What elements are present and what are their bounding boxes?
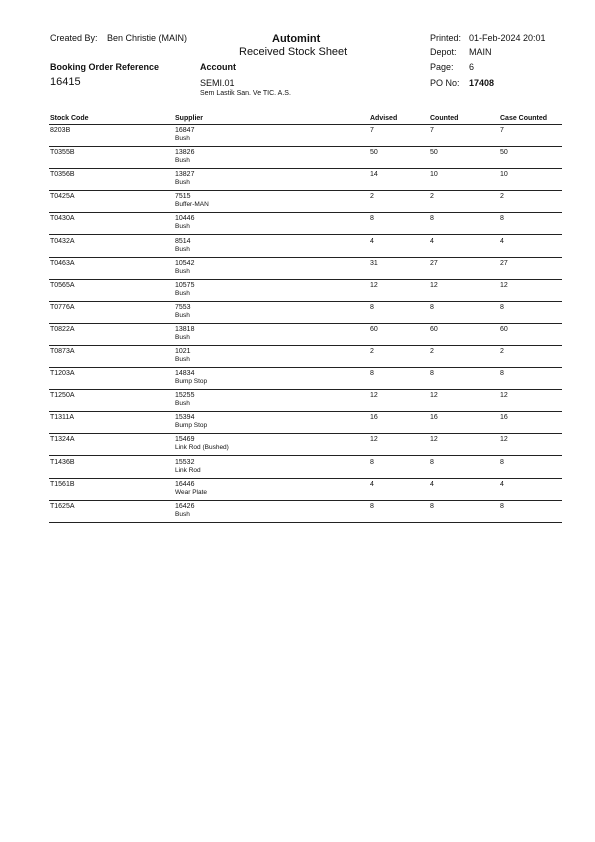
stock-code-cell: T0355B (50, 149, 75, 157)
supplier-code-cell: 7515 (175, 193, 191, 201)
row-divider (49, 345, 562, 346)
advised-cell: 8 (370, 502, 374, 510)
advised-cell: 12 (370, 281, 378, 289)
row-divider (49, 367, 562, 368)
row-divider (49, 522, 562, 523)
counted-cell: 2 (430, 193, 434, 201)
table-row (0, 171, 595, 193)
supplier-desc-cell: Buffer-MAN (175, 201, 209, 209)
counted-cell: 60 (430, 325, 438, 333)
table-row (0, 238, 595, 260)
advised-cell: 8 (370, 303, 374, 311)
table-row (0, 260, 595, 282)
table-row (0, 392, 595, 414)
stock-code-cell: T1324A (50, 436, 75, 444)
supplier-desc-cell: Bush (175, 179, 190, 187)
case-counted-cell: 8 (500, 458, 504, 466)
account-label: Account (200, 62, 236, 72)
table-row (0, 193, 595, 215)
table-row (0, 149, 595, 171)
supplier-desc-cell: Wear Plate (175, 488, 208, 496)
supplier-code-cell: 15532 (175, 458, 195, 466)
supplier-code-cell: 14834 (175, 370, 195, 378)
table-row (0, 304, 595, 326)
row-divider (49, 455, 562, 456)
counted-cell: 8 (430, 458, 434, 466)
row-divider (49, 433, 562, 434)
row-divider (49, 500, 562, 501)
stock-code-cell: T0432A (50, 237, 75, 245)
counted-cell: 8 (430, 370, 434, 378)
advised-cell: 8 (370, 215, 374, 223)
case-counted-cell: 4 (500, 237, 504, 245)
stock-code-cell: T0425A (50, 193, 75, 201)
supplier-code-cell: 15394 (175, 414, 195, 422)
supplier-code-cell: 7553 (175, 303, 191, 311)
stock-code-cell: 8203B (50, 127, 71, 134)
stock-code-cell: T1203A (50, 370, 75, 378)
table-row (0, 481, 595, 503)
supplier-desc-cell: Bush (175, 245, 190, 253)
row-divider (49, 323, 562, 324)
table-row (0, 503, 595, 525)
stock-code-cell: T0356B (50, 171, 75, 179)
stock-code-cell: T0776A (50, 303, 75, 311)
stock-code-cell: T1436B (50, 458, 75, 466)
depot-label: Depot: (430, 47, 457, 57)
supplier-desc-cell: Bush (175, 356, 190, 363)
company-name: Automint (272, 33, 321, 45)
po-label: PO No: (430, 78, 460, 88)
case-counted-cell: 8 (500, 370, 504, 378)
report-title: Received Stock Sheet (239, 46, 348, 58)
stock-code-cell: T0822A (50, 325, 75, 333)
counted-cell: 12 (430, 392, 438, 400)
table-row (0, 414, 595, 436)
col-advised: Advised (370, 115, 398, 122)
advised-cell: 8 (370, 458, 374, 466)
advised-cell: 12 (370, 392, 378, 400)
advised-cell: 8 (370, 370, 374, 378)
advised-cell: 16 (370, 414, 378, 422)
case-counted-cell: 10 (500, 171, 508, 179)
table-row (0, 326, 595, 348)
supplier-desc-cell: Bush (175, 510, 190, 518)
table-row (0, 348, 595, 370)
supplier-code-cell: 15469 (175, 436, 195, 444)
case-counted-cell: 12 (500, 436, 508, 444)
supplier-desc-cell: Bump Stop (175, 422, 208, 430)
advised-cell: 60 (370, 325, 378, 333)
supplier-code-cell: 8514 (175, 237, 191, 245)
supplier-desc-cell: Link Rod (175, 466, 201, 474)
account-name: Sem Lastik San. Ve TIC. A.S. (200, 90, 291, 97)
counted-cell: 8 (430, 303, 434, 311)
stock-code-cell: T1311A (50, 414, 74, 422)
supplier-desc-cell: Bush (175, 135, 190, 142)
stock-code-cell: T1625A (50, 502, 75, 510)
row-divider (49, 478, 562, 479)
booking-ref-value: 16415 (50, 76, 81, 88)
advised-cell: 50 (370, 149, 378, 157)
row-divider (49, 301, 562, 302)
row-divider (49, 279, 562, 280)
supplier-desc-cell: Bush (175, 289, 190, 297)
advised-cell: 14 (370, 171, 378, 179)
case-counted-cell: 4 (500, 480, 504, 488)
counted-cell: 50 (430, 149, 438, 157)
counted-cell: 16 (430, 414, 438, 422)
case-counted-cell: 12 (500, 392, 508, 400)
case-counted-cell: 50 (500, 149, 508, 157)
counted-cell: 27 (430, 259, 438, 267)
row-divider (49, 234, 562, 235)
stock-code-cell: T1250A (50, 392, 75, 400)
row-divider (49, 212, 562, 213)
case-counted-cell: 16 (500, 414, 508, 422)
col-case-counted: Case Counted (500, 115, 548, 122)
supplier-code-cell: 13826 (175, 149, 195, 157)
supplier-desc-cell: Bush (175, 333, 190, 341)
advised-cell: 4 (370, 237, 374, 245)
supplier-code-cell: 15255 (175, 392, 195, 400)
supplier-desc-cell: Link Rod (Bushed) (175, 444, 229, 452)
supplier-code-cell: 10542 (175, 259, 195, 267)
row-divider (49, 411, 562, 412)
supplier-desc-cell: Bush (175, 223, 190, 231)
table-row (0, 459, 595, 481)
case-counted-cell: 27 (500, 259, 508, 267)
created-by-value: Ben Christie (MAIN) (107, 33, 188, 43)
page-value: 6 (469, 62, 475, 72)
supplier-desc-cell: Bush (175, 157, 190, 165)
supplier-code-cell: 10446 (175, 215, 195, 223)
table-row (0, 215, 595, 237)
row-divider (49, 168, 562, 169)
supplier-desc-cell: Bush (175, 400, 190, 408)
counted-cell: 4 (430, 480, 434, 488)
col-stock-code: Stock Code (50, 115, 89, 122)
col-counted: Counted (430, 115, 459, 122)
depot-value: MAIN (469, 47, 492, 57)
stock-code-cell: T0430A (50, 215, 75, 223)
supplier-desc-cell: Bush (175, 311, 190, 319)
supplier-code-cell: 10575 (175, 281, 195, 289)
table-row (0, 370, 595, 392)
stock-code-cell: T1561B (50, 480, 75, 488)
counted-cell: 12 (430, 281, 438, 289)
supplier-code-cell: 16446 (175, 480, 195, 488)
row-divider (49, 146, 562, 147)
header-rule (49, 124, 562, 125)
account-code: SEMI.01 (200, 78, 235, 88)
stock-code-cell: T0873A (50, 348, 75, 355)
po-value: 17408 (469, 78, 495, 88)
case-counted-cell: 12 (500, 281, 508, 289)
printed-value: 01-Feb-2024 20:01 (469, 33, 546, 43)
case-counted-cell: 8 (500, 502, 504, 510)
supplier-code-cell: 16847 (175, 127, 195, 134)
advised-cell: 4 (370, 480, 374, 488)
advised-cell: 2 (370, 348, 374, 355)
booking-ref-label: Booking Order Reference (50, 62, 160, 72)
row-divider (49, 190, 562, 191)
counted-cell: 12 (430, 436, 438, 444)
case-counted-cell: 60 (500, 325, 508, 333)
table-row (0, 436, 595, 458)
col-supplier: Supplier (175, 115, 204, 122)
page-label: Page: (430, 62, 454, 72)
printed-label: Printed: (430, 33, 462, 43)
case-counted-cell: 8 (500, 303, 504, 311)
table-row (0, 127, 595, 149)
created-by-label: Created By: (50, 33, 98, 43)
stock-code-cell: T0463A (50, 259, 75, 267)
advised-cell: 31 (370, 259, 378, 267)
table-row (0, 282, 595, 304)
supplier-desc-cell: Bush (175, 267, 190, 275)
counted-cell: 8 (430, 502, 434, 510)
row-divider (49, 257, 562, 258)
supplier-desc-cell: Bump Stop (175, 378, 208, 386)
case-counted-cell: 2 (500, 348, 504, 355)
supplier-code-cell: 16426 (175, 502, 195, 510)
counted-cell: 7 (430, 127, 434, 134)
row-divider (49, 389, 562, 390)
advised-cell: 2 (370, 193, 374, 201)
case-counted-cell: 2 (500, 193, 504, 201)
case-counted-cell: 8 (500, 215, 504, 223)
supplier-code-cell: 13818 (175, 325, 195, 333)
counted-cell: 4 (430, 237, 434, 245)
advised-cell: 12 (370, 436, 378, 444)
stock-code-cell: T0565A (50, 281, 75, 289)
advised-cell: 7 (370, 127, 374, 134)
supplier-code-cell: 1021 (175, 348, 191, 355)
counted-cell: 10 (430, 171, 438, 179)
case-counted-cell: 7 (500, 127, 504, 134)
counted-cell: 8 (430, 215, 434, 223)
supplier-code-cell: 13827 (175, 171, 195, 179)
counted-cell: 2 (430, 348, 434, 355)
